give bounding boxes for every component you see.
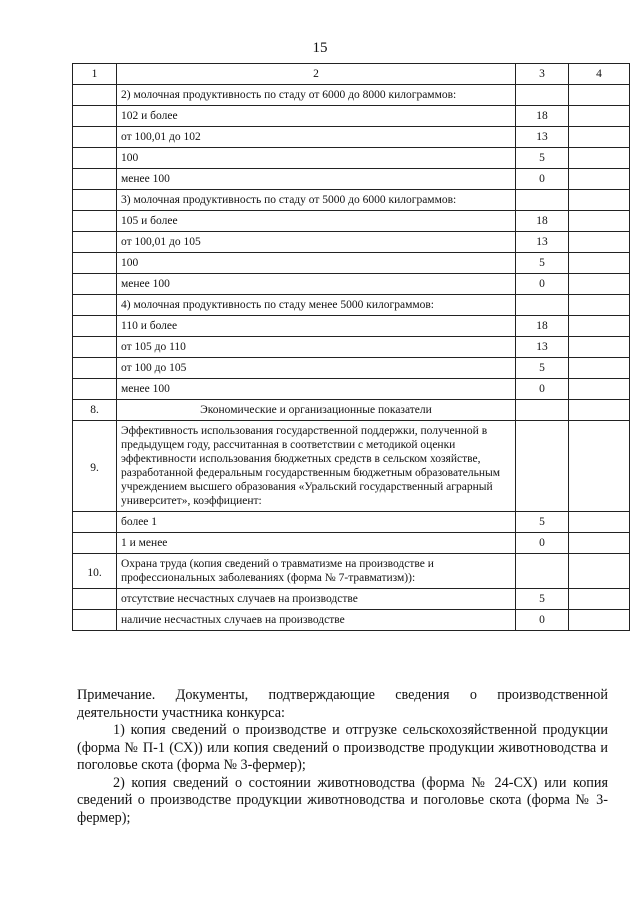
row-score: 5 [516, 512, 569, 533]
row-number [73, 232, 117, 253]
row-score: 0 [516, 379, 569, 400]
table-row [73, 127, 630, 148]
row-number: 8. [73, 400, 117, 421]
row-label: отсутствие несчастных случаев на производстве [117, 589, 516, 610]
row-number [73, 253, 117, 274]
row-col4 [569, 512, 630, 533]
row-number [73, 106, 117, 127]
note-intro: Примечание. Документы, подтверждающие сведения о производственной деятельности участника конкурса: [77, 687, 608, 721]
row-label: менее 100 [117, 274, 516, 295]
row-col4 [569, 190, 630, 211]
row-label: 2) молочная продуктивность по стаду от 6000 до 8000 килограммов: [117, 85, 516, 106]
row-label: менее 100 [117, 169, 516, 190]
table-row [73, 400, 630, 421]
row-score: 5 [516, 148, 569, 169]
header-col-2: 2 [117, 64, 516, 85]
row-label: от 100,01 до 105 [117, 232, 516, 253]
row-number [73, 169, 117, 190]
table-row [73, 512, 630, 533]
row-col4 [569, 106, 630, 127]
row-col4 [569, 274, 630, 295]
row-label: 4) молочная продуктивность по стаду менее 5000 килограммов: [117, 295, 516, 316]
row-col4 [569, 85, 630, 106]
row-score: 18 [516, 316, 569, 337]
row-score: 13 [516, 127, 569, 148]
row-label: от 100,01 до 102 [117, 127, 516, 148]
row-col4 [569, 253, 630, 274]
row-label: более 1 [117, 512, 516, 533]
row-col4 [569, 232, 630, 253]
table-row [73, 253, 630, 274]
row-col4 [569, 400, 630, 421]
row-label: от 105 до 110 [117, 337, 516, 358]
table-row [73, 85, 630, 106]
row-label: 100 [117, 148, 516, 169]
table-row [73, 610, 630, 631]
row-score [516, 190, 569, 211]
table-row [73, 232, 630, 253]
row-score: 5 [516, 253, 569, 274]
row-label: Эффективность использования государственной поддержки, полученной в предыдущем году, рассчитанная в соответствии с методикой оценки эффективности использования бюджетных средств в сельском хозяйстве, разработанной федеральным государственным бюджетным образовательным учреждением высшего образования «Уральский государственный аграрный университет», коэффициент: [117, 421, 516, 512]
row-col4 [569, 358, 630, 379]
row-number [73, 85, 117, 106]
table-row [73, 106, 630, 127]
row-col4 [569, 295, 630, 316]
row-score: 13 [516, 232, 569, 253]
table-row [73, 554, 630, 589]
table-row [73, 379, 630, 400]
row-number: 10. [73, 554, 117, 589]
row-score: 0 [516, 533, 569, 554]
row-score: 5 [516, 589, 569, 610]
row-col4 [569, 148, 630, 169]
row-label: 3) молочная продуктивность по стаду от 5000 до 6000 килограммов: [117, 190, 516, 211]
row-score [516, 85, 569, 106]
row-number [73, 295, 117, 316]
row-number [73, 533, 117, 554]
table-row [73, 421, 630, 512]
table-row [73, 295, 630, 316]
row-label: 102 и более [117, 106, 516, 127]
table-header-row [73, 64, 630, 85]
row-number [73, 211, 117, 232]
table-row [73, 337, 630, 358]
table-row [73, 316, 630, 337]
row-number [73, 337, 117, 358]
row-label: менее 100 [117, 379, 516, 400]
row-score: 0 [516, 610, 569, 631]
header-col-3: 3 [516, 64, 569, 85]
table-row [73, 148, 630, 169]
row-score: 18 [516, 211, 569, 232]
row-label: наличие несчастных случаев на производстве [117, 610, 516, 631]
row-col4 [569, 533, 630, 554]
row-col4 [569, 379, 630, 400]
row-col4 [569, 337, 630, 358]
row-number [73, 379, 117, 400]
row-col4 [569, 169, 630, 190]
row-number [73, 610, 117, 631]
table-row [73, 169, 630, 190]
table-row [73, 358, 630, 379]
row-label: Экономические и организационные показатели [117, 400, 516, 421]
row-col4 [569, 421, 630, 512]
criteria-table [72, 63, 630, 631]
row-score [516, 295, 569, 316]
row-col4 [569, 554, 630, 589]
note-item-2: 2) копия сведений о состоянии животноводства (форма № 24-СХ) или копия сведений о производстве продукции животноводства и поголовье скота (форма № 3-фермер); [77, 774, 608, 826]
row-score: 13 [516, 337, 569, 358]
table-row [73, 589, 630, 610]
row-label: 100 [117, 253, 516, 274]
row-number [73, 316, 117, 337]
row-score: 0 [516, 274, 569, 295]
note-section [77, 687, 608, 827]
table-row [73, 190, 630, 211]
row-number [73, 274, 117, 295]
row-number [73, 358, 117, 379]
row-score: 5 [516, 358, 569, 379]
header-col-1: 1 [73, 64, 117, 85]
row-col4 [569, 127, 630, 148]
row-number [73, 589, 117, 610]
row-label: 1 и менее [117, 533, 516, 554]
row-score [516, 400, 569, 421]
row-score [516, 554, 569, 589]
row-col4 [569, 316, 630, 337]
row-number [73, 127, 117, 148]
row-number [73, 190, 117, 211]
row-score: 0 [516, 169, 569, 190]
row-label: Охрана труда (копия сведений о травматизме на производстве и профессиональных заболеваниях (форма № 7-травматизм)): [117, 554, 516, 589]
row-number: 9. [73, 421, 117, 512]
table-row [73, 211, 630, 232]
table-row [73, 274, 630, 295]
row-label: 105 и более [117, 211, 516, 232]
row-label: от 100 до 105 [117, 358, 516, 379]
page-number: 15 [312, 40, 328, 56]
row-label: 110 и более [117, 316, 516, 337]
row-score: 18 [516, 106, 569, 127]
row-col4 [569, 610, 630, 631]
header-col-4: 4 [569, 64, 630, 85]
row-number [73, 512, 117, 533]
table-row [73, 533, 630, 554]
row-col4 [569, 589, 630, 610]
note-item-1: 1) копия сведений о производстве и отгрузке сельскохозяйственной продукции (форма № П-1 (СХ)) или копия сведений о производстве продукции животноводства и поголовье скота (форма № 3-фермер); [77, 722, 608, 773]
row-col4 [569, 211, 630, 232]
row-number [73, 148, 117, 169]
row-score [516, 421, 569, 512]
